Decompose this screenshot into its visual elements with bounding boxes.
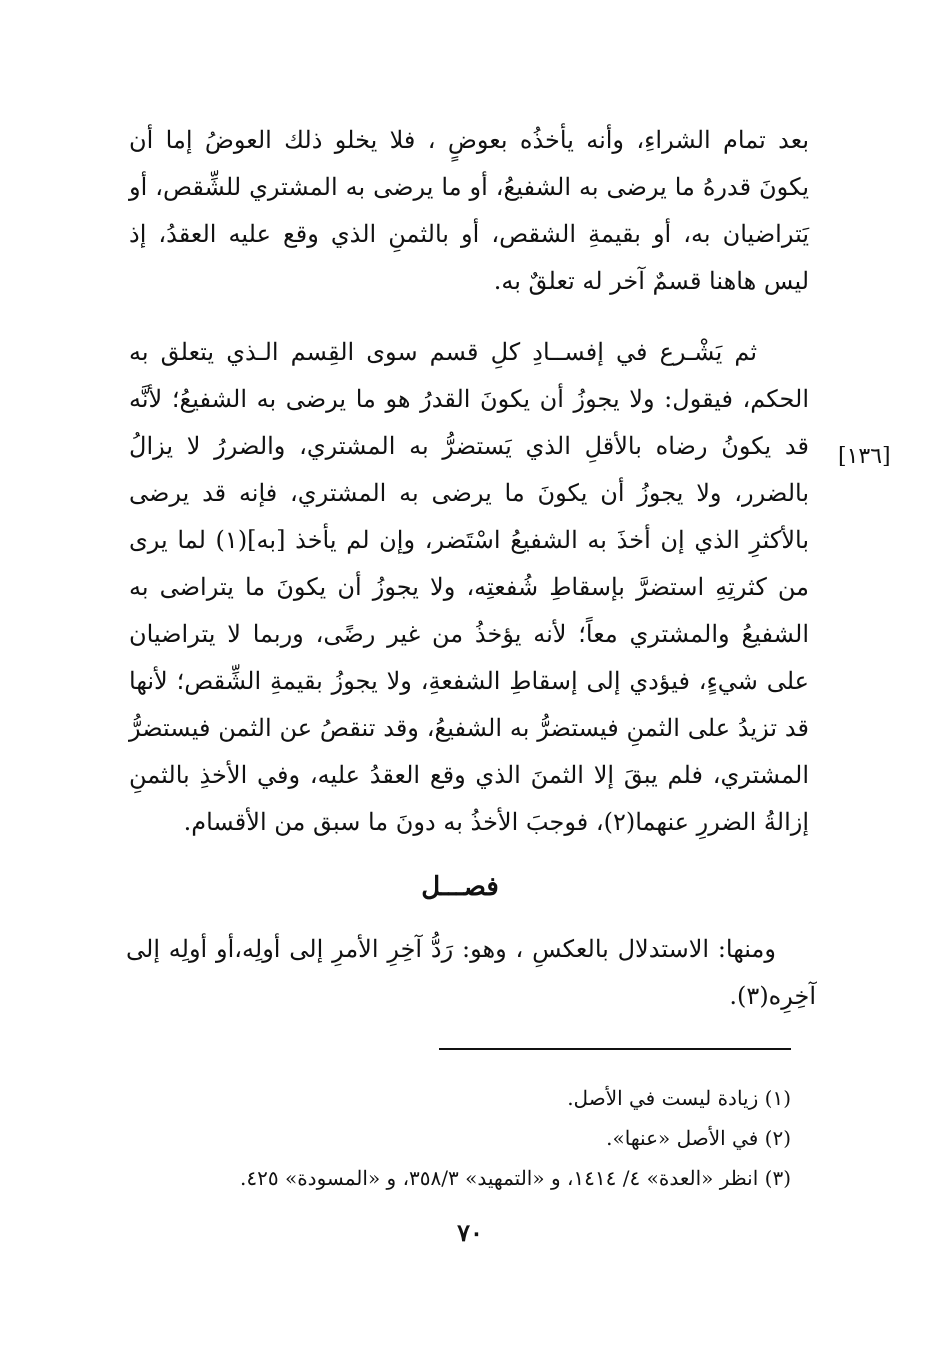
margin-page-reference: [١٣٦] <box>838 444 891 469</box>
footnote-1: (١) زيادة ليست في الأصل. <box>567 1086 791 1110</box>
footnote-2: (٢) في الأصل «عنها». <box>606 1126 791 1150</box>
paragraph-1: بعد تمام الشراءِ، وأنه يأخذُه بعوضٍ ، فلا يخلو ذلك العوضُ إما أن يكونَ قدرهُ ما يرضى به الشفيعُ، أو ما يرضى به المشتري للشِّقص، أو يَتراضيان به، أو بقيمةِ الشقص، أو بالثمنِ الذي وقع عليه العقدُ، إذ ليس هاهنا قسمٌ آخر له تعلقٌ به. <box>129 126 810 295</box>
page-number: ٧٠ <box>457 1218 483 1247</box>
footnotes <box>131 1078 791 1198</box>
footnote-3: (٣) انظر «العدة» ٤/ ١٤١٤، و «التمهيد» ٣٥٨/٣، و «المسودة» ٤٢٥. <box>240 1166 791 1190</box>
paragraph-3: ومنها: الاستدلال بالعكسِ ، وهو: رَدُّ آخِرِ الأمرِ إلى أولِه،أو أولِه إلى آخِرِه(٣). <box>126 935 816 1010</box>
footnote-divider <box>439 1048 791 1050</box>
paragraph-2: ثم يَشْـرع في إفســادِ كلِ قسم سوى القِسم الـذي يتعلق به الحكم، فيقول: ولا يجوزُ أن يكونَ القدرُ هو ما يرضى به الشفيعُ؛ لأنَّه قد يكونُ رضاه بالأقلِ الذي يَستضرُّ به المشتري، والضررُ لا يزالُ بالضرر، ولا يجوزُ أن يكونَ ما يرضى به المشتري، فإنه قد يرضى بالأكثرِ الذي إن أخذَ به الشفيعُ اسْتَضر، وإن لم يأخذ [به](١) لما يرى من كثرتِهِ استضرَّ بإسقاطِ شُفعتِه، ولا يجوزُ أن يكونَ ما يتراضى به الشفيعُ والمشتري معاً؛ لأنه يؤخذُ من غير رضًى، وربما لا يتراضيان على شيءٍ، فيؤدي إلى إسقاطِ الشفعةِ، ولا يجوزُ بقيمةِ الشِّقص؛ لأنها قد تزيدُ على الثمنِ فيستضرُّ به الشفيعُ، وقد تنقصُ عن الثمن فيستضرُّ المشتري، فلم يبقَ إلا الثمنَ الذي وقع العقدُ عليه، وفي الأخذِ بالثمنِ إزالةُ الضررِ عنهما(٢)، فوجبَ الأخذُ به دونَ ما سبق من الأقسام. <box>129 338 810 836</box>
section-heading: فصـــل <box>421 872 499 902</box>
